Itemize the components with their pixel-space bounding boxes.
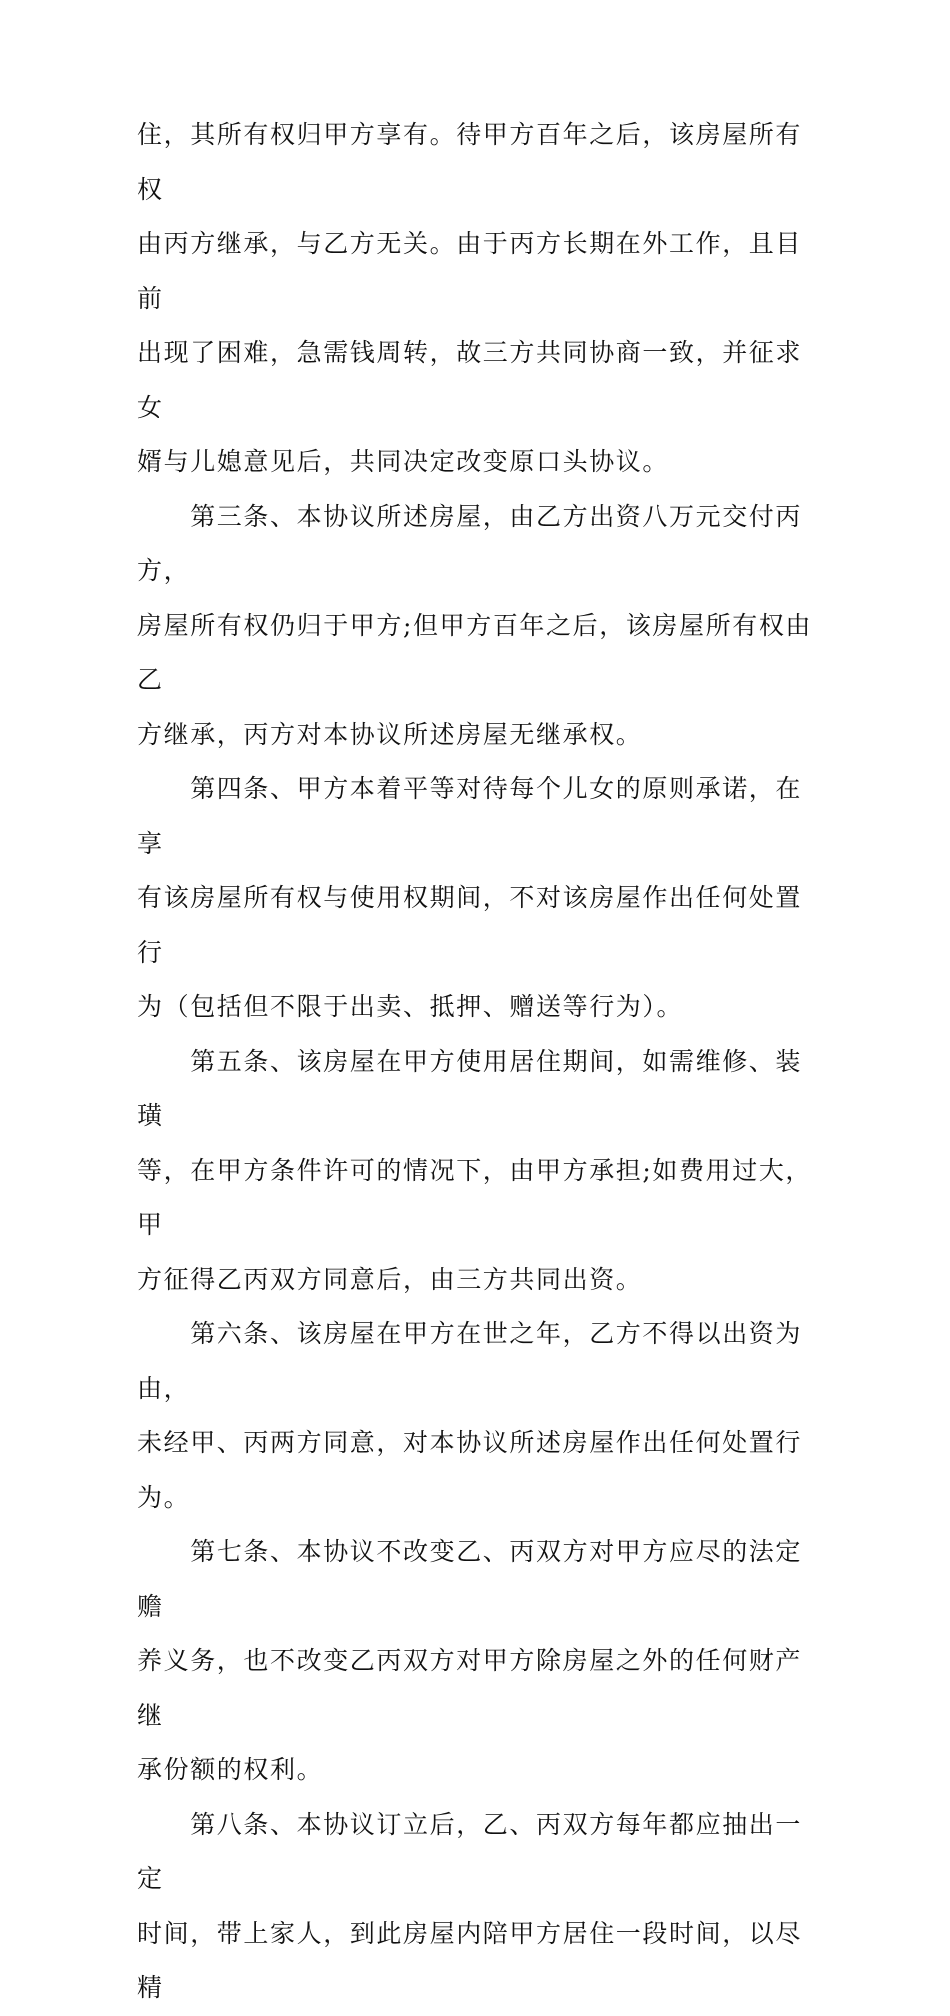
text-line: 方继承，丙方对本协议所述房屋无继承权。 [137,719,643,749]
text-line: 养义务，也不改变乙丙双方对甲方除房屋之外的任何财产继 [137,1646,803,1730]
text-line: 第三条、本协议所述房屋，由乙方出资八万元交付丙方， [137,501,803,585]
paragraph-article-8 [137,1798,817,2016]
text-line: 第七条、本协议不改变乙、丙双方对甲方应尽的法定赡 [137,1537,803,1621]
text-line: 第六条、该房屋在甲方在世之年，乙方不得以出资为由， [137,1319,803,1403]
text-line: 婿与儿媳意见后，共同决定改变原口头协议。 [137,447,670,476]
text-line: 第八条、本协议订立后，乙、丙双方每年都应抽出一定 [137,1809,803,1893]
text-line: 第四条、甲方本着平等对待每个儿女的原则承诺，在享 [137,774,803,858]
text-line: 方征得乙丙双方同意后，由三方共同出资。 [137,1264,643,1294]
text-line: 未经甲、丙两方同意，对本协议所述房屋作出任何处置行为。 [137,1428,803,1512]
text-line: 第五条、该房屋在甲方使用居住期间，如需维修、装璜 [137,1046,803,1130]
text-line: 住，其所有权归甲方享有。待甲方百年之后，该房屋所有权 [137,120,803,204]
document-body [137,108,817,2016]
text-line: 为（包括但不限于出卖、抵押、赠送等行为）。 [137,992,684,1021]
paragraph-article-6 [137,1307,817,1525]
text-line: 等，在甲方条件许可的情况下，由甲方承担;如费用过大，甲 [137,1155,813,1239]
paragraph-article-7 [137,1525,817,1798]
paragraph-article-3 [137,490,817,763]
paragraph-article-5 [137,1035,817,1308]
text-line: 房屋所有权仍归于甲方;但甲方百年之后，该房屋所有权由乙 [137,610,813,694]
text-line: 时间，带上家人，到此房屋内陪甲方居住一段时间，以尽精 [137,1918,803,2002]
paragraph-continuation [137,108,817,490]
paragraph-article-4 [137,762,817,1035]
text-line: 由丙方继承，与乙方无关。由于丙方长期在外工作，且目前 [137,229,803,313]
text-line: 承份额的权利。 [137,1755,324,1784]
text-line: 有该房屋所有权与使用权期间，不对该房屋作出任何处置行 [137,883,803,967]
text-line: 出现了困难，急需钱周转，故三方共同协商一致，并征求女 [137,338,803,422]
